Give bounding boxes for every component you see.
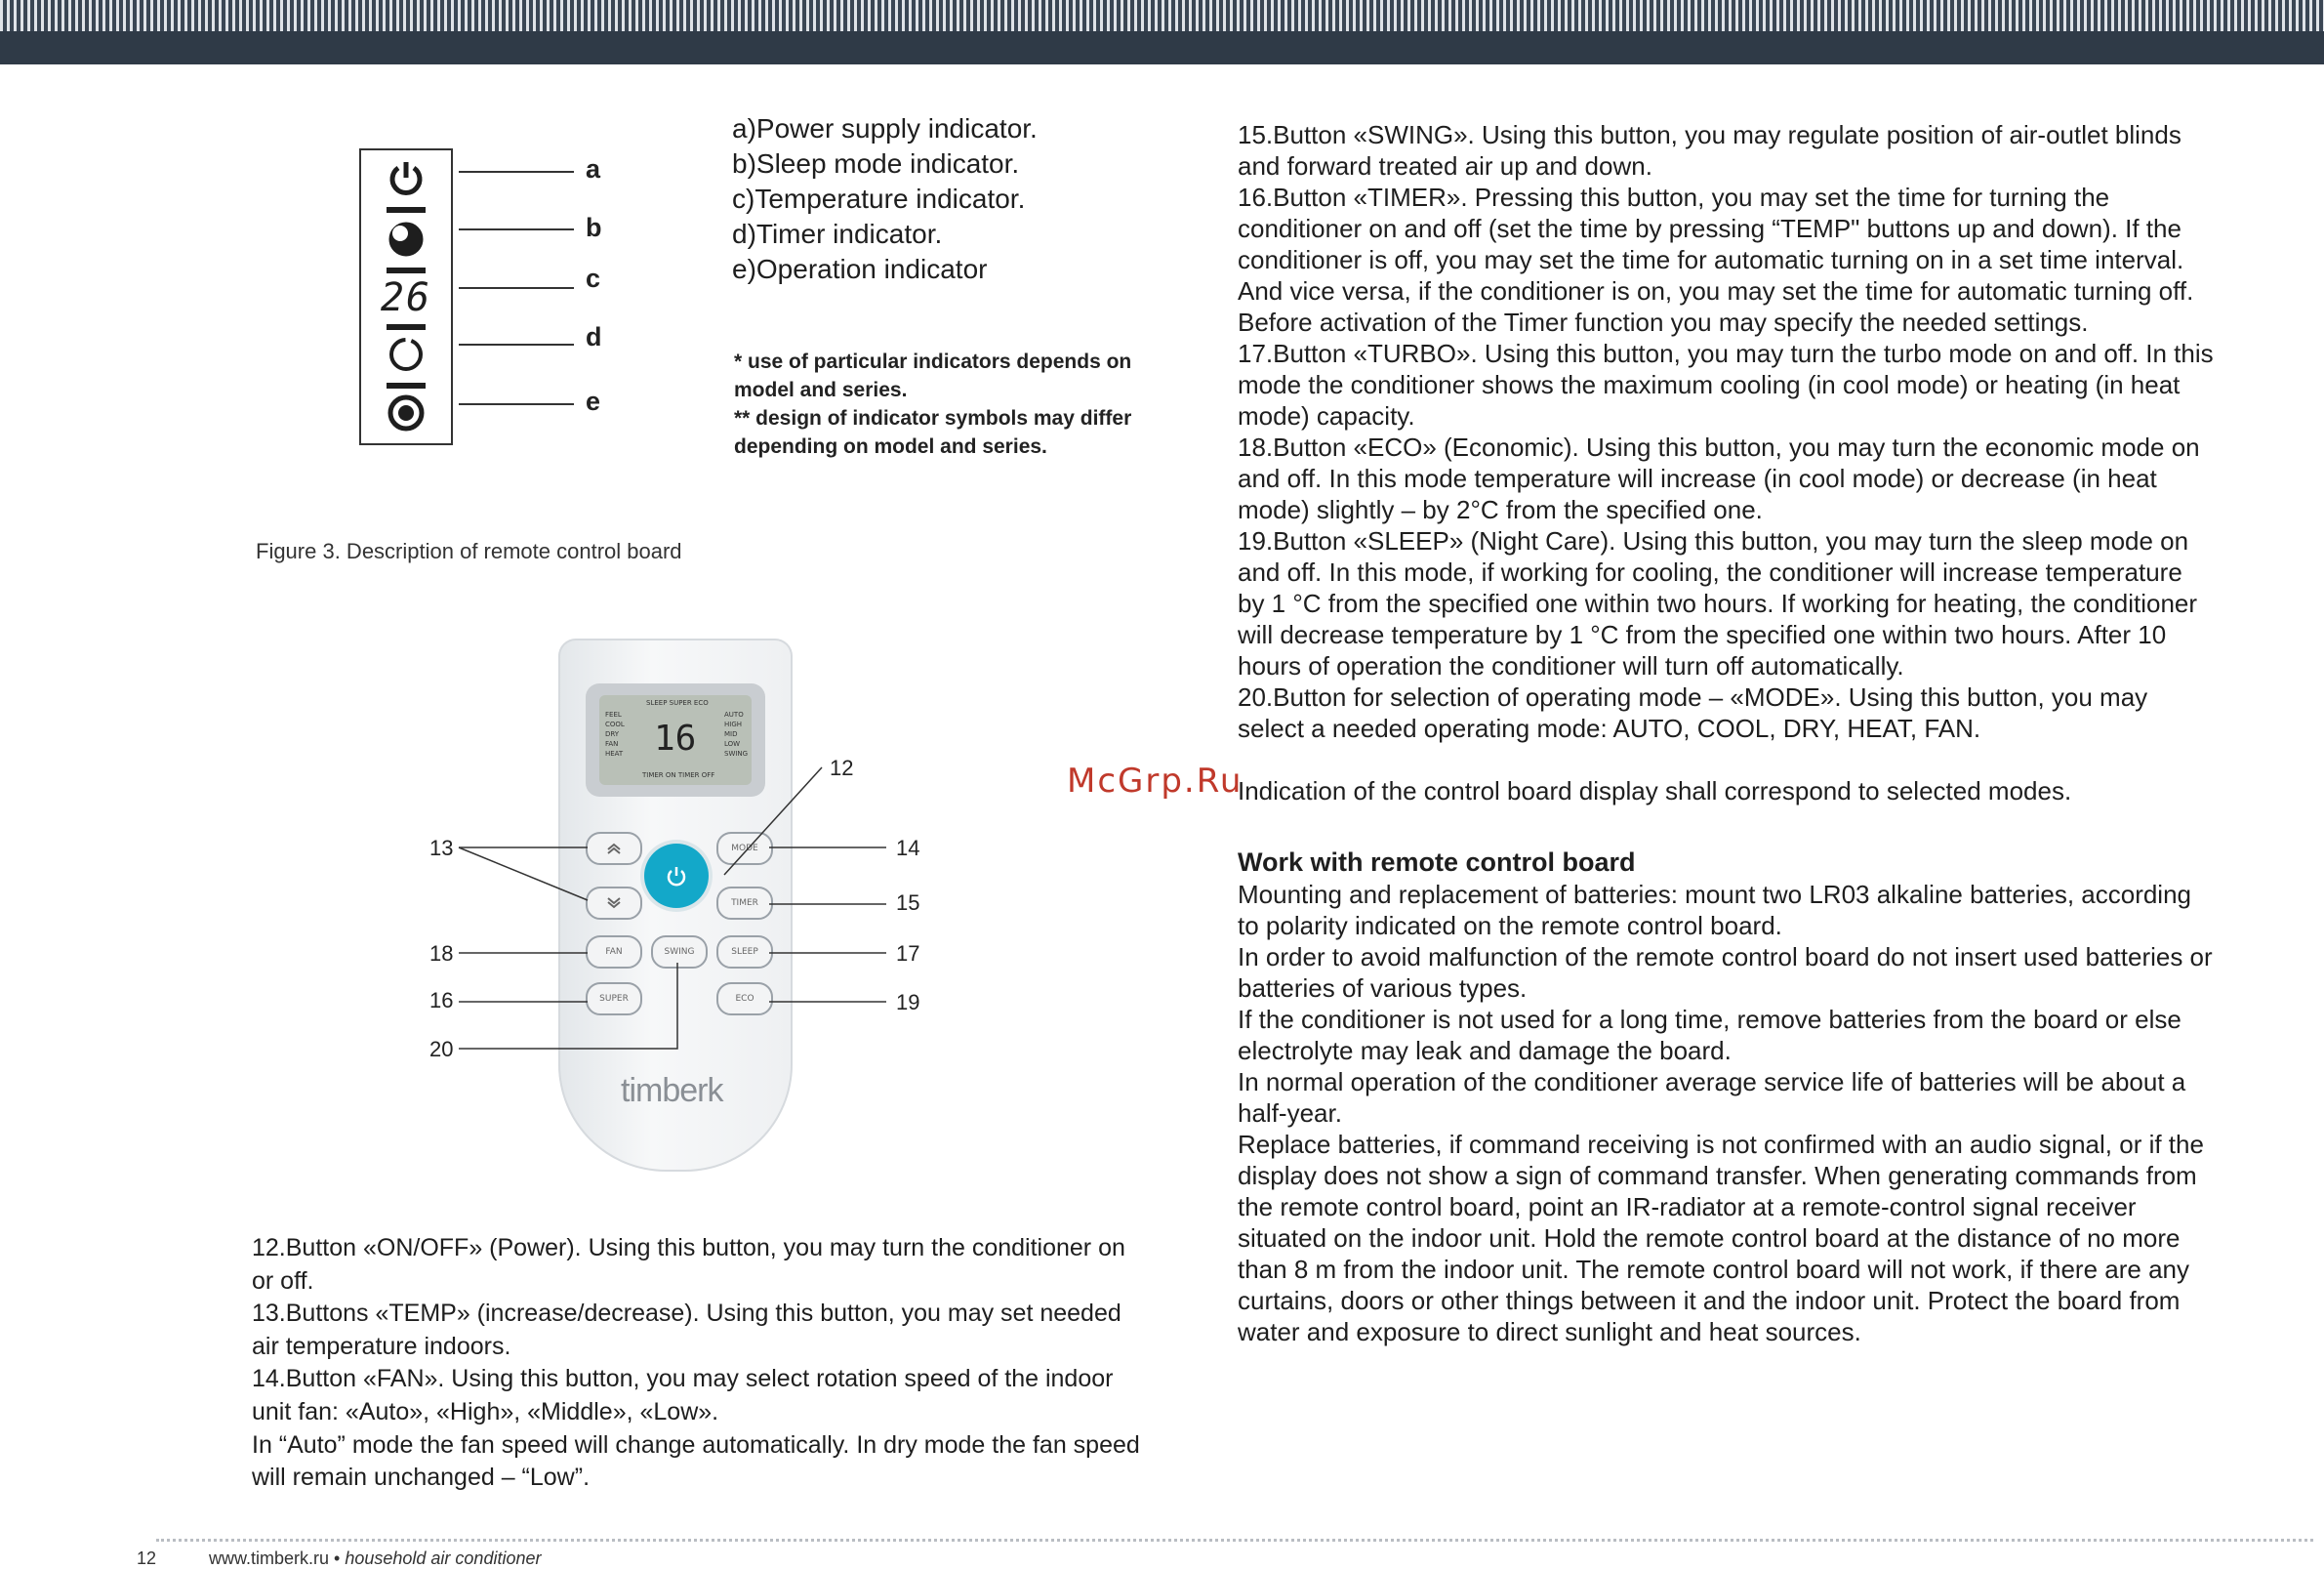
indicator-letter-a: a: [586, 154, 601, 184]
paragraph: In “Auto” mode the fan speed will change automatically. In dry mode the fan speed will remain unchanged – “Low”.: [252, 1430, 1140, 1492]
watermark: McGrp.Ru: [1067, 762, 1244, 801]
paragraph: 15.Button «SWING». Using this button, you may regulate position of air-outlet blinds and forward treated air up and down.: [1238, 120, 2181, 181]
lcd-left-label: COOL: [605, 721, 625, 728]
callout-17: 17: [896, 941, 920, 966]
legend-item: b)Sleep mode indicator.: [732, 148, 1020, 179]
sleep-button[interactable]: SLEEP: [716, 935, 773, 969]
eco-button[interactable]: ECO: [716, 982, 773, 1015]
right-text-block: [1238, 119, 2214, 1347]
lcd-left-label: HEAT: [605, 750, 624, 758]
lcd-right-label: LOW: [724, 740, 741, 748]
lcd-right-label: SWING: [724, 750, 749, 758]
swing-button[interactable]: SWING: [651, 935, 708, 969]
legend-item: a)Power supply indicator.: [732, 113, 1038, 144]
indication-note: Indication of the control board display shall correspond to selected modes.: [1238, 776, 2072, 805]
callout-16: 16: [429, 988, 454, 1012]
lcd-left-label: FEEL: [605, 711, 622, 719]
indicator-letter-b: b: [586, 213, 602, 242]
legend-item: c)Temperature indicator.: [732, 184, 1026, 214]
paragraph: In order to avoid malfunction of the remote control board do not insert used batteries or batteries of various types.: [1238, 942, 2213, 1003]
callout-18: 18: [429, 941, 454, 966]
figure-caption: Figure 3. Description of remote control board: [256, 539, 682, 563]
callout-20: 20: [429, 1037, 454, 1061]
paragraph: 13.Buttons «TEMP» (increase/decrease). Using this button, you may set needed air temperature indoors.: [252, 1300, 1121, 1360]
paragraph: 18.Button «ECO» (Economic). Using this button, you may turn the economic mode on and off. In this mode temperature will increase (in cool mode) or decrease (in heat mode) slightly – by 2°C from the specified one.: [1238, 433, 2200, 524]
paragraph: In normal operation of the conditioner average service life of batteries will be about a half-year.: [1238, 1067, 2186, 1128]
page-number: 12: [137, 1548, 157, 1568]
lcd-top-labels: SLEEP SUPER ECO: [646, 699, 709, 707]
callout-19: 19: [896, 990, 920, 1014]
lcd-left-label: DRY: [605, 730, 620, 738]
paragraph: 16.Button «TIMER». Pressing this button, you may set the time for turning the conditioner on and off (set the time by pressing “TEMP" buttons up and down). If the conditioner is off, you may set the time for automatic turning on in a set time interval. And vice versa, if the conditioner is on, you may set the time for automatic turning off. Before activation of the Timer function you may specify the needed settings.: [1238, 183, 2194, 337]
left-text-block: [252, 1232, 1150, 1495]
lcd-right-label: HIGH: [724, 721, 743, 728]
footer-separator: •: [329, 1548, 346, 1568]
paragraph: 17.Button «TURBO». Using this button, you may turn the turbo mode on and off. In this mode the conditioner shows the maximum cooling (in cool mode) or heating (in heat mode) capacity.: [1238, 339, 2214, 431]
legend-item: e)Operation indicator: [732, 254, 988, 284]
super-button[interactable]: SUPER: [586, 982, 642, 1015]
footer-site: [209, 1548, 541, 1569]
legend-item: d)Timer indicator.: [732, 219, 943, 249]
paragraph: 14.Button «FAN». Using this button, you may select rotation speed of the indoor unit fan: «Auto», «High», «Middle», «Low».: [252, 1365, 1114, 1425]
indicator-letter-c: c: [586, 264, 601, 293]
note: * use of particular indicators depends on model and series.: [734, 351, 1132, 401]
callout-line-13b: [459, 847, 588, 900]
brand-logo: timberk: [621, 1072, 723, 1109]
indicator-letter-d: d: [586, 322, 602, 351]
timer-button[interactable]: TIMER: [716, 887, 773, 920]
note: ** design of indicator symbols may differ depending on model and series.: [734, 407, 1132, 458]
paragraph: If the conditioner is not used for a long time, remove batteries from the board or else electrolyte may leak and damage the board.: [1238, 1005, 2181, 1065]
mode-button[interactable]: MODE: [716, 832, 773, 865]
callout-15: 15: [896, 890, 920, 915]
lcd-right-label: MID: [724, 730, 738, 738]
fan-button[interactable]: FAN: [586, 935, 642, 969]
lcd-right-label: AUTO: [724, 711, 744, 719]
callout-14: 14: [896, 836, 920, 860]
footer-url[interactable]: www.timberk.ru: [209, 1548, 330, 1568]
footer-tagline: household air conditioner: [345, 1548, 542, 1568]
lcd-temperature: 16: [654, 719, 697, 759]
footer-divider: [156, 1539, 2313, 1542]
callout-13: 13: [429, 836, 454, 860]
callout-line-12: [724, 767, 822, 875]
paragraph: Mounting and replacement of batteries: mount two LR03 alkaline batteries, according to polarity indicated on the remote control board.: [1238, 880, 2192, 940]
section-heading: Work with remote control board: [1238, 847, 1636, 877]
indicator-digits: 26: [380, 275, 432, 320]
lcd-left-label: FAN: [605, 740, 619, 748]
paragraph: 20.Button for selection of operating mode – «MODE». Using this button, you may select a needed operating mode: AUTO, COOL, DRY, HEAT, FAN.: [1238, 682, 2148, 743]
paragraph: 12.Button «ON/OFF» (Power). Using this button, you may turn the conditioner on or off.: [252, 1234, 1125, 1295]
paragraph: Replace batteries, if command receiving is not confirmed with an audio signal, or if the display does not show a sign of command transfer. When generating commands from the remote control board, point an IR-radiator at a remote-control signal receiver situated on the indoor unit. Hold the remote control board at the distance of no more than 8 m from the indoor unit. The remote control board will not work, if there are any curtains, doors or other things between it and the indoor unit. Protect the board from water and exposure to direct sunlight and heat sources.: [1238, 1130, 2204, 1346]
lcd-bottom-labels: TIMER ON TIMER OFF: [642, 771, 715, 779]
callout-line-20: [459, 963, 677, 1049]
paragraph: 19.Button «SLEEP» (Night Care). Using this button, you may turn the sleep mode on and off. In this mode, if working for cooling, the conditioner will increase temperature by 1 °C from the specified one within two hours. If working for heating, the conditioner will decrease temperature by 1 °C from the specified one within two hours. After 10 hours of operation the conditioner will turn off automatically.: [1238, 526, 2198, 681]
indicator-letter-e: e: [586, 387, 601, 416]
callout-12: 12: [830, 756, 854, 780]
